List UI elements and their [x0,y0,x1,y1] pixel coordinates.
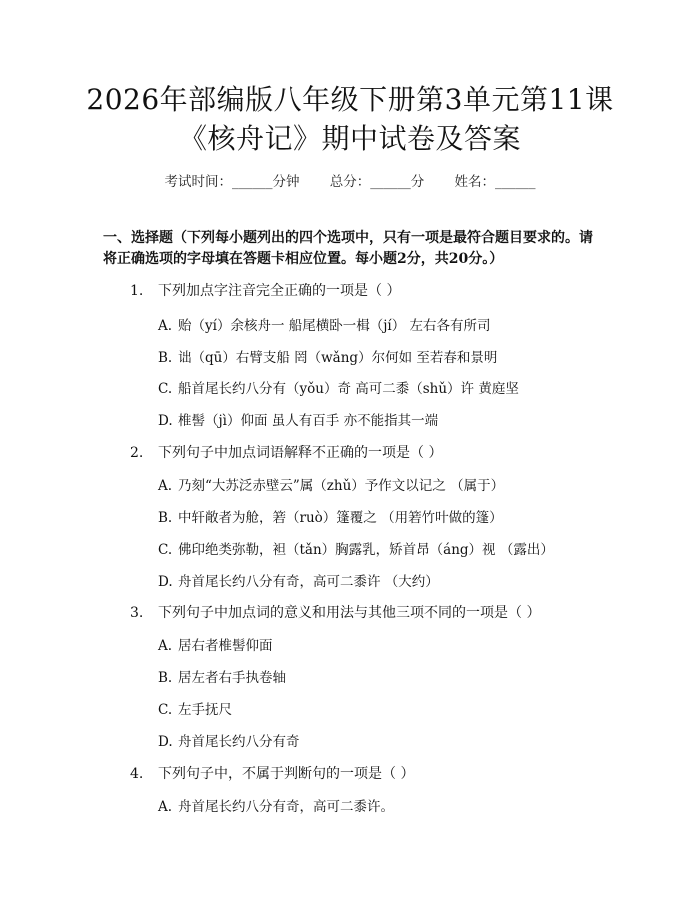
option-letter: B. [158,350,173,366]
section-heading-multiple-choice: 一、选择题（下列每小题列出的四个选项中，只有一项是最符合题目要求的。请将正确选项的字母填在答题卡相应位置。每小题2分，共20分。） [103,230,593,267]
question-3-option-b [158,666,286,686]
question-3-option-c [158,698,232,718]
question-4 [130,763,414,783]
exam-title-line-2: 《核舟记》期中试卷及答案 [178,122,521,155]
option-text: 椎髻（jì）仰面 虽人有百手 亦不能指其一端 [178,413,439,429]
option-text: 佛印绝类弥勒，袒（tǎn）胸露乳，矫首昂（áng）视 （露出） [178,542,554,558]
option-letter: A. [158,799,173,815]
option-text: 船首尾长约八分有（yǒu）奇 高可二黍（shǔ）许 黄庭坚 [178,381,519,397]
option-letter: A. [158,638,173,654]
question-3-option-d [158,730,300,750]
option-letter: D. [158,734,173,750]
question-number: 1. [130,283,144,299]
question-1-option-d [158,409,438,429]
option-letter: A. [158,318,173,334]
question-4-option-a [158,795,394,815]
option-text: 中轩敞者为舱，箬（ruò）篷覆之 （用箬竹叶做的篷） [178,510,503,526]
question-2-option-d [158,570,439,590]
option-letter: B. [158,670,173,686]
question-number: 3. [130,605,144,621]
question-1-option-c [158,377,519,397]
question-text: 下列句子中，不属于判断句的一项是（ ） [158,766,415,782]
question-1-option-a [158,314,491,334]
question-1-option-b [158,346,497,366]
total-score-label: 总分：______分 [329,174,425,190]
exam-meta-line [0,170,700,190]
option-letter: C. [158,381,173,397]
option-letter: D. [158,413,173,429]
question-text: 下列句子中加点词的意义和用法与其他三项不同的一项是（ ） [158,605,541,621]
option-text: 居右者椎髻仰面 [178,638,273,654]
option-text: 舟首尾长约八分有奇 [178,734,300,750]
question-2-option-b [158,506,503,526]
question-3 [130,602,540,622]
option-letter: A. [158,478,173,494]
option-text: 舟首尾长约八分有奇，高可二黍许。 [178,799,394,815]
question-2-option-c [158,538,554,558]
question-number: 4. [130,766,144,782]
question-2-option-a [158,474,504,494]
option-text: 诎（qū）右臂支船 罔（wǎng）尔何如 至若春和景明 [178,350,498,366]
option-text: 贻（yí）余核舟一 船尾横卧一楫（jí） 左右各有所司 [178,318,491,334]
question-text: 下列加点字注音完全正确的一项是（ ） [158,283,401,299]
student-name-label: 姓名：______ [454,174,536,190]
option-text: 舟首尾长约八分有奇，高可二黍许 （大约） [178,574,439,590]
option-letter: D. [158,574,173,590]
option-text: 左手抚尺 [178,702,232,718]
question-2 [130,442,442,462]
option-letter: B. [158,510,173,526]
question-text: 下列句子中加点词语解释不正确的一项是（ ） [158,445,443,461]
exam-time-label: 考试时间：______分钟 [164,174,300,190]
option-letter: C. [158,702,173,718]
option-text: 乃刻“大苏泛赤壁云”属（zhǔ）予作文以记之 （属于） [178,478,505,494]
option-letter: C. [158,542,173,558]
question-3-option-a [158,634,273,654]
exam-title-line-1: 2026年部编版八年级下册第3单元第11课 [86,83,614,116]
option-text: 居左者右手执卷轴 [178,670,286,686]
question-number: 2. [130,445,144,461]
question-1 [130,280,400,300]
